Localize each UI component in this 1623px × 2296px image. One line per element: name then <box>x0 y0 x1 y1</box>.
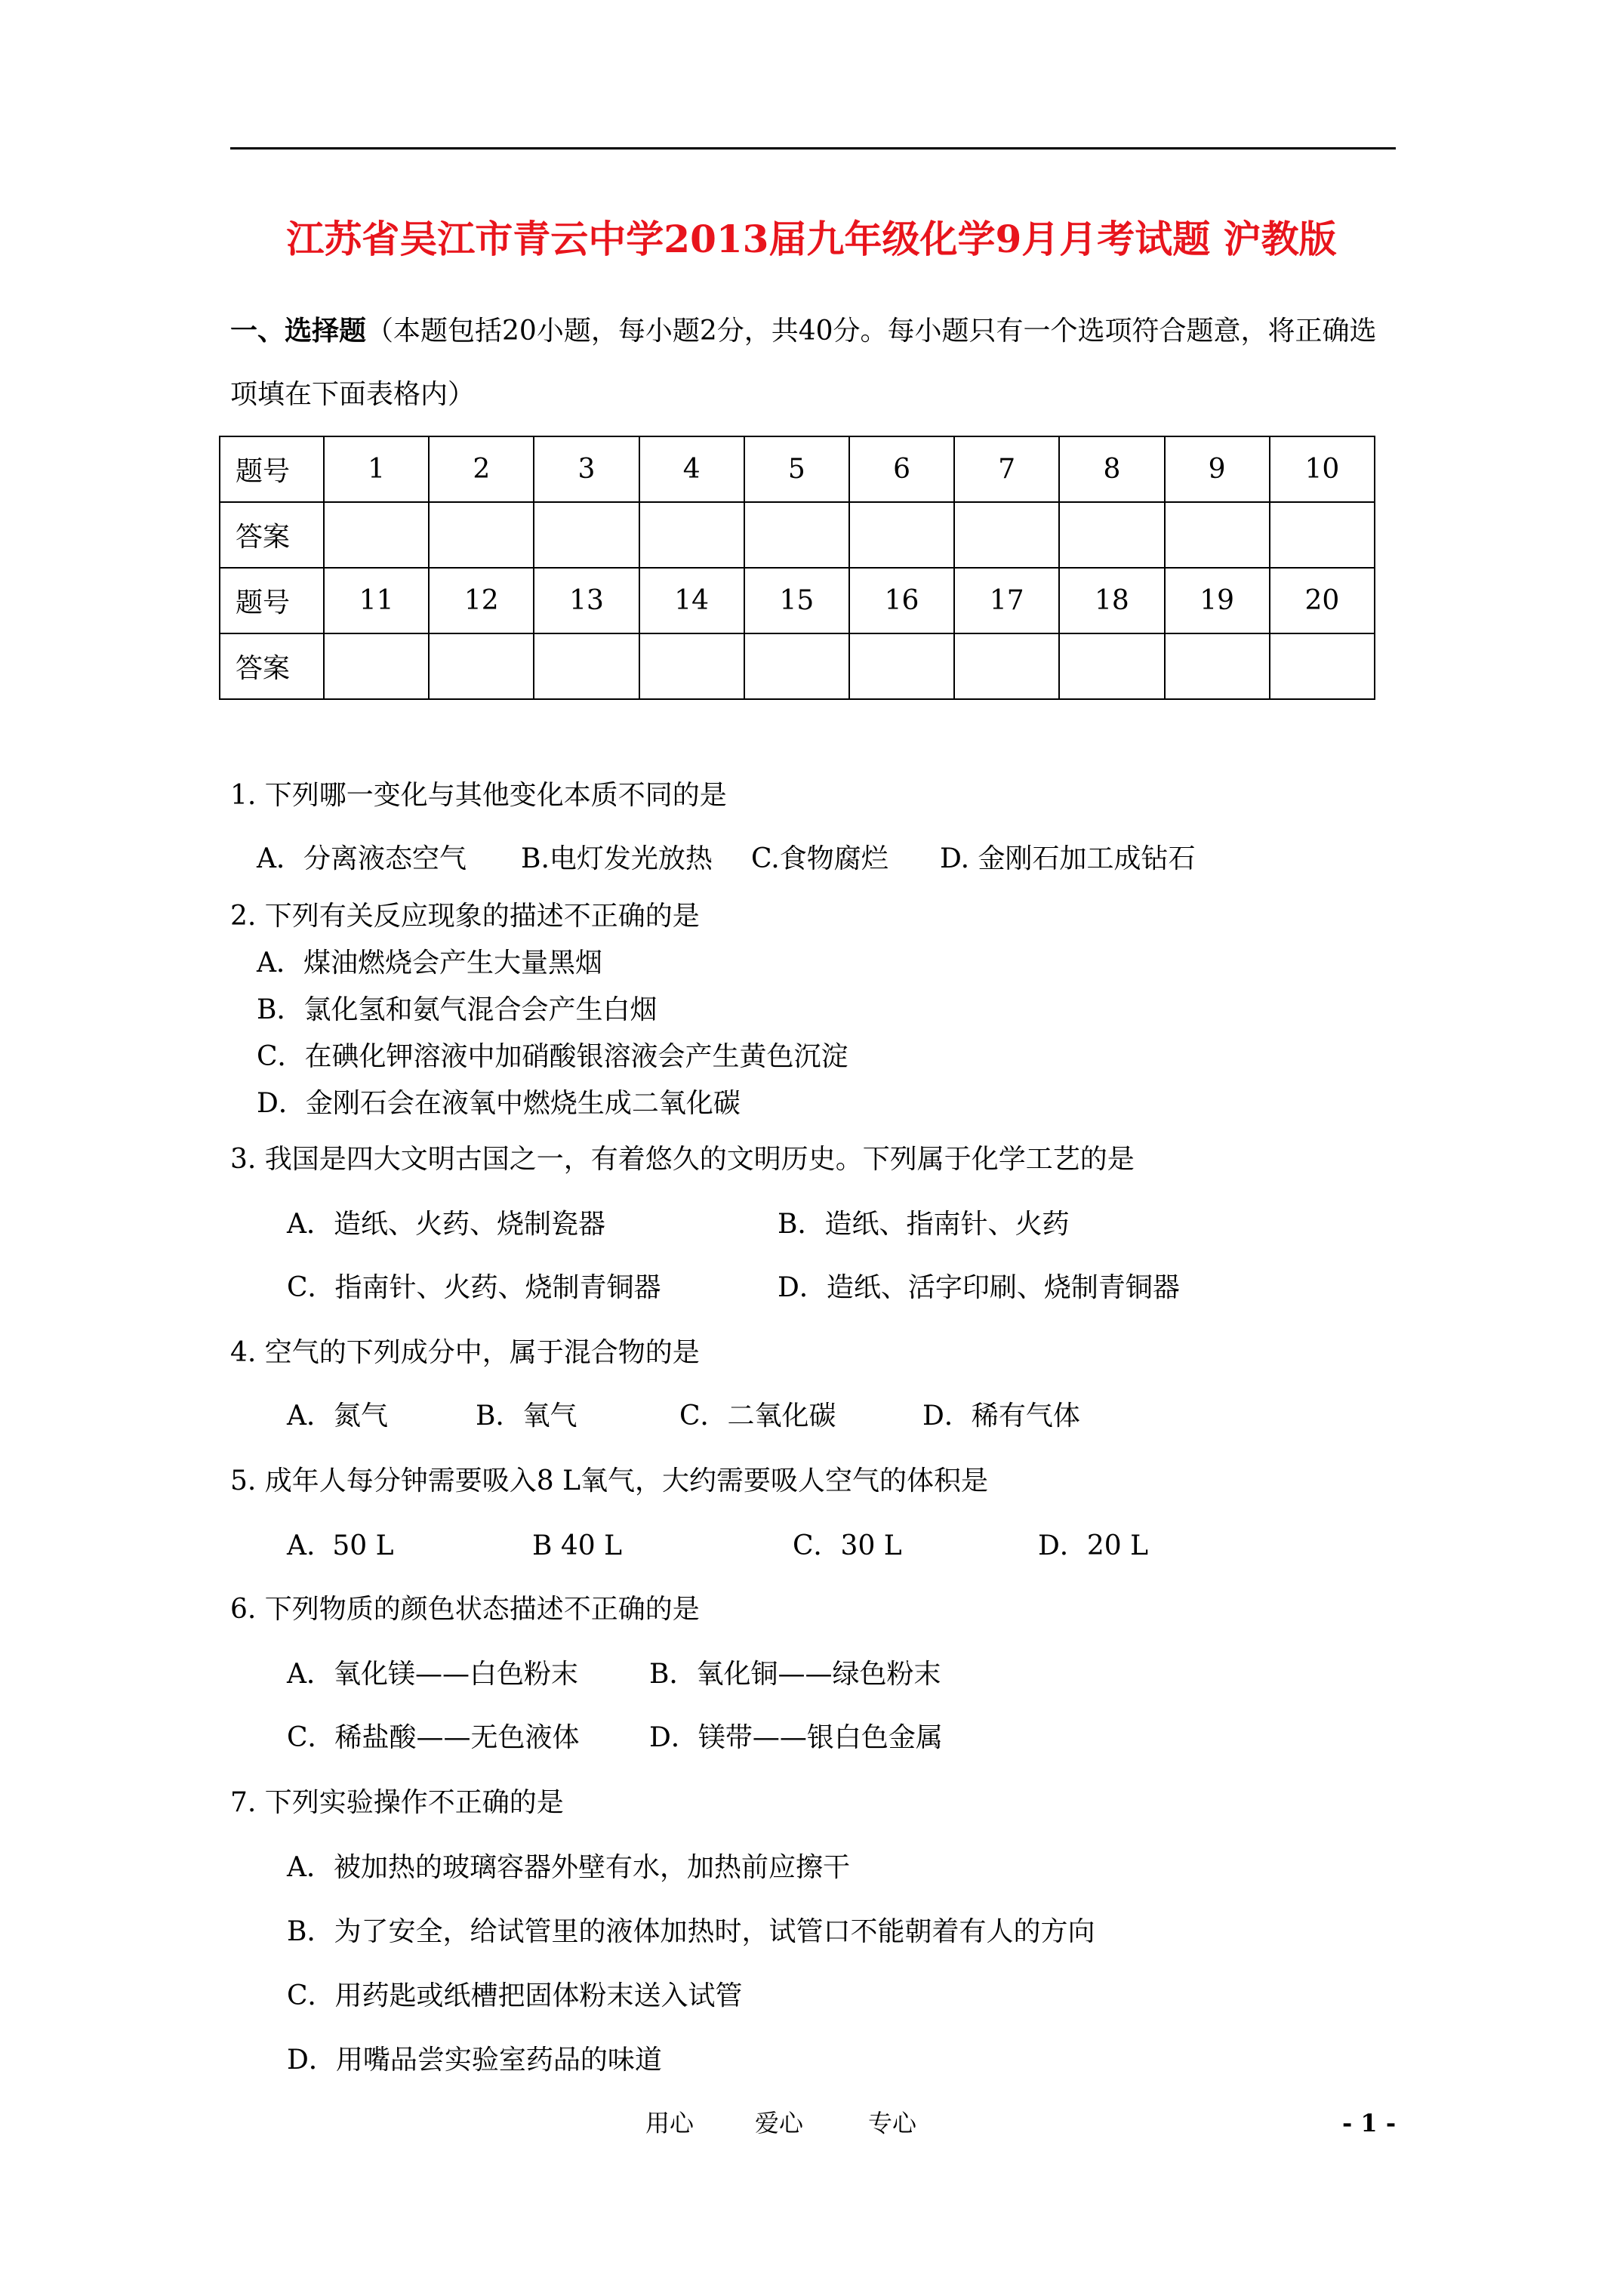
question-number-cell: 19 <box>1165 568 1270 633</box>
option: D．20 L <box>1038 1530 1149 1561</box>
question-stem: 1. 下列哪一变化与其他变化本质不同的是 <box>230 780 727 811</box>
option: C．二氧化碳 <box>679 1401 836 1432</box>
option: D．造纸、活字印刷、烧制青铜器 <box>778 1272 1180 1303</box>
row-label-number: 题号 <box>220 568 324 633</box>
answer-cell[interactable] <box>744 502 849 568</box>
question-number-cell: 14 <box>639 568 744 633</box>
answer-table <box>219 436 1375 700</box>
option: A．造纸、火药、烧制瓷器 <box>287 1209 605 1240</box>
question-number-cell: 20 <box>1270 568 1375 633</box>
question-number-cell: 8 <box>1059 436 1164 502</box>
answer-cell[interactable] <box>954 502 1059 568</box>
option: D．稀有气体 <box>922 1401 1080 1432</box>
header-rule <box>230 147 1396 149</box>
answer-cell[interactable] <box>429 633 534 699</box>
question-stem: 3. 我国是四大文明古国之一，有着悠久的文明历史。下列属于化学工艺的是 <box>230 1144 1135 1175</box>
option: A．煤油燃烧会产生大量黑烟 <box>257 948 602 978</box>
option: C．稀盐酸——无色液体 <box>287 1722 580 1753</box>
question-number-cell: 3 <box>534 436 639 502</box>
answer-cell[interactable] <box>1270 633 1375 699</box>
section-intro <box>230 299 1396 427</box>
page-number: - 1 - <box>1342 2109 1397 2137</box>
answer-cell[interactable] <box>1059 502 1164 568</box>
answer-cell[interactable] <box>534 502 639 568</box>
question-number-cell: 2 <box>429 436 534 502</box>
question-number-cell: 6 <box>849 436 954 502</box>
question-number-cell: 18 <box>1059 568 1164 633</box>
answer-cell[interactable] <box>1270 502 1375 568</box>
option: D．用嘴品尝实验室药品的味道 <box>287 2045 662 2076</box>
answer-cell[interactable] <box>534 633 639 699</box>
option: C．30 L <box>793 1530 902 1561</box>
question-number-cell: 10 <box>1270 436 1375 502</box>
option: B．氯化氢和氨气混合会产生白烟 <box>257 994 658 1025</box>
answer-cell[interactable] <box>1059 633 1164 699</box>
question-stem: 2. 下列有关反应现象的描述不正确的是 <box>230 901 700 932</box>
question-number-cell: 9 <box>1165 436 1270 502</box>
question-stem: 4. 空气的下列成分中，属于混合物的是 <box>230 1337 700 1368</box>
question-stem: 7. 下列实验操作不正确的是 <box>230 1787 564 1818</box>
table-row <box>220 633 1375 699</box>
question-number-cell: 15 <box>744 568 849 633</box>
option: B 40 L <box>532 1530 623 1561</box>
row-label-number: 题号 <box>220 436 324 502</box>
option: B．氧化铜——绿色粉末 <box>649 1659 941 1690</box>
answer-cell[interactable] <box>324 633 429 699</box>
option: B．造纸、指南针、火药 <box>778 1209 1070 1240</box>
table-row <box>220 568 1375 633</box>
footer-motto: 用心 <box>645 2109 694 2137</box>
question-number-cell: 12 <box>429 568 534 633</box>
question-number-cell: 16 <box>849 568 954 633</box>
page-title: 江苏省吴江市青云中学2013届九年级化学9月月考试题 沪教版 <box>286 217 1337 261</box>
option: A. 50 L <box>287 1530 394 1561</box>
option: D．镁带——银白色金属 <box>649 1722 943 1753</box>
option: A．氮气 <box>287 1401 388 1432</box>
option: B．氧气 <box>476 1401 577 1432</box>
question-number-cell: 7 <box>954 436 1059 502</box>
answer-cell[interactable] <box>744 633 849 699</box>
question-number-cell: 5 <box>744 436 849 502</box>
question-stem: 6. 下列物质的颜色状态描述不正确的是 <box>230 1594 700 1625</box>
answer-cell[interactable] <box>849 633 954 699</box>
answer-cell[interactable] <box>1165 633 1270 699</box>
question-stem: 5. 成年人每分钟需要吸入8 L氧气，大约需要吸人空气的体积是 <box>230 1465 989 1496</box>
answer-cell[interactable] <box>639 633 744 699</box>
footer-motto: 爱心 <box>755 2109 804 2137</box>
question-number-cell: 13 <box>534 568 639 633</box>
option: D．金刚石会在液氧中燃烧生成二氧化碳 <box>257 1088 741 1119</box>
answer-cell[interactable] <box>639 502 744 568</box>
question-number-cell: 11 <box>324 568 429 633</box>
option: B.电灯发光放热 <box>521 843 713 874</box>
option: B．为了安全，给试管里的液体加热时，试管口不能朝着有人的方向 <box>287 1916 1095 1947</box>
table-row <box>220 436 1375 502</box>
row-label-answer: 答案 <box>220 502 324 568</box>
option: A．被加热的玻璃容器外壁有水，加热前应擦干 <box>287 1852 850 1883</box>
answer-cell[interactable] <box>324 502 429 568</box>
option: C．指南针、火药、烧制青铜器 <box>287 1272 661 1303</box>
footer-motto: 专心 <box>868 2109 917 2137</box>
option: A．分离液态空气 <box>257 843 467 874</box>
question-number-cell: 4 <box>639 436 744 502</box>
question-number-cell: 1 <box>324 436 429 502</box>
table-row <box>220 502 1375 568</box>
answer-cell[interactable] <box>1165 502 1270 568</box>
section-instructions: （本题包括20小题，每小题2分，共40分。每小题只有一个选项符合题意，将正确选项填在下面表格内） <box>230 316 1377 410</box>
option: A．氧化镁——白色粉末 <box>287 1659 578 1690</box>
section-heading: 一、选择题 <box>230 315 367 347</box>
answer-cell[interactable] <box>954 633 1059 699</box>
option: C．用药匙或纸槽把固体粉末送入试管 <box>287 1980 743 2011</box>
option: D. 金刚石加工成钻石 <box>940 843 1196 874</box>
option: C.食物腐烂 <box>751 843 888 874</box>
option: C．在碘化钾溶液中加硝酸银溶液会产生黄色沉淀 <box>257 1041 848 1072</box>
question-number-cell: 17 <box>954 568 1059 633</box>
answer-cell[interactable] <box>849 502 954 568</box>
answer-cell[interactable] <box>429 502 534 568</box>
row-label-answer: 答案 <box>220 633 324 699</box>
